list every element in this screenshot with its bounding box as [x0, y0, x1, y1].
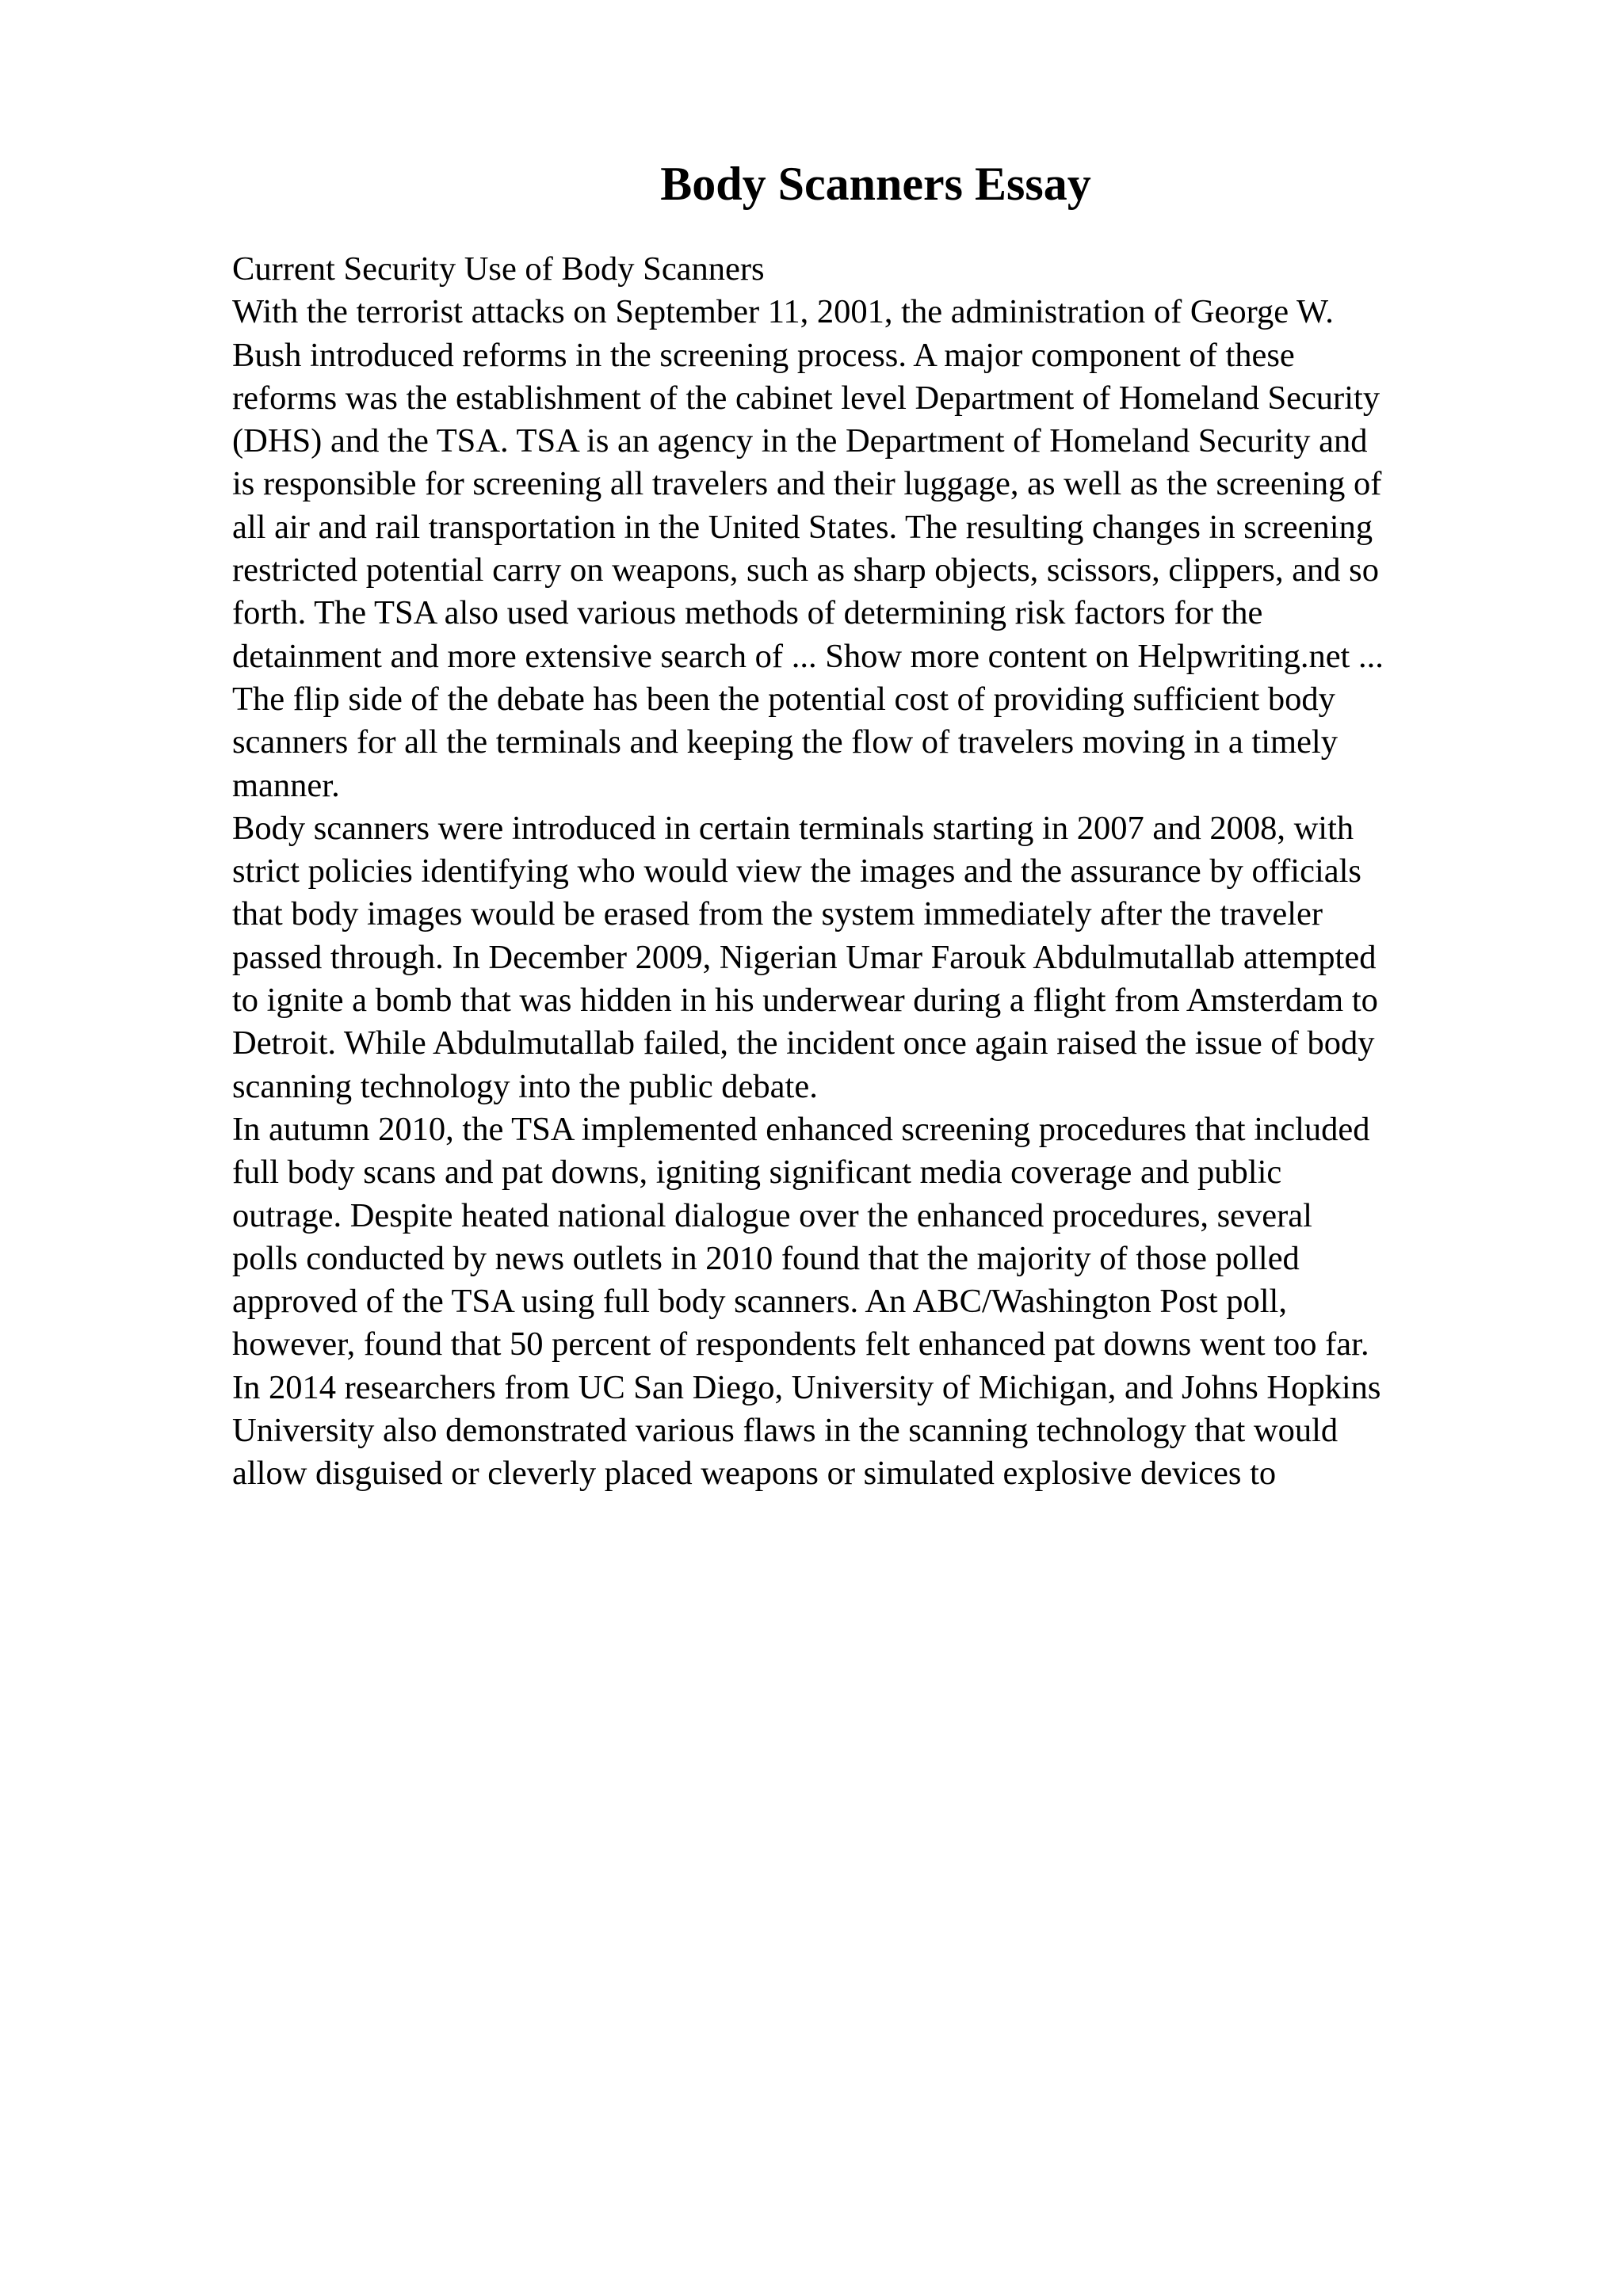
body-line: allow disguised or cleverly placed weapons or simulated explosive devices to: [232, 1455, 1277, 1493]
body-line: scanners for all the terminals and keeping the flow of travelers moving in a timely: [232, 723, 1338, 761]
body-line: all air and rail transportation in the United States. The resulting changes in screening: [232, 508, 1373, 546]
body-line: With the terrorist attacks on September 11, 2001, the administration of George W.: [232, 293, 1334, 331]
body-line: approved of the TSA using full body scanners. An ABC/Washington Post poll,: [232, 1283, 1287, 1321]
body-line: University also demonstrated various flaws in the scanning technology that would: [232, 1412, 1338, 1450]
body-line: is responsible for screening all travelers and their luggage, as well as the screening of: [232, 465, 1382, 503]
body-line: In 2014 researchers from UC San Diego, University of Michigan, and Johns Hopkins: [232, 1368, 1381, 1406]
body-line: restricted potential carry on weapons, such as sharp objects, scissors, clippers, and so: [232, 551, 1379, 589]
body-line: strict policies identifying who would view the images and the assurance by officials: [232, 852, 1361, 891]
body-line: passed through. In December 2009, Nigerian Umar Farouk Abdulmutallab attempted: [232, 938, 1377, 976]
body-line: scanning technology into the public debate.: [232, 1067, 818, 1105]
body-line: Detroit. While Abdulmutallab failed, the incident once again raised the issue of body: [232, 1024, 1375, 1062]
body-line: to ignite a bomb that was hidden in his underwear during a flight from Amsterdam to: [232, 982, 1378, 1020]
document-body: [232, 248, 1579, 1496]
body-line: forth. The TSA also used various methods of determining risk factors for the: [232, 594, 1263, 632]
body-line: The flip side of the debate has been the potential cost of providing sufficient body: [232, 680, 1335, 718]
body-line: full body scans and pat downs, igniting significant media coverage and public: [232, 1154, 1282, 1192]
body-line: (DHS) and the TSA. TSA is an agency in the Department of Homeland Security and: [232, 422, 1368, 460]
body-line: that body images would be erased from the system immediately after the traveler: [232, 895, 1323, 933]
body-line: detainment and more extensive search of ... Show more content on Helpwriting.net ...: [232, 637, 1384, 675]
body-line: Current Security Use of Body Scanners: [232, 250, 765, 288]
body-line: polls conducted by news outlets in 2010 found that the majority of those polled: [232, 1239, 1300, 1277]
document-title: Body Scanners Essay: [660, 158, 1091, 210]
body-line: In autumn 2010, the TSA implemented enhanced screening procedures that included: [232, 1110, 1370, 1148]
body-line: reforms was the establishment of the cabinet level Department of Homeland Security: [232, 379, 1381, 417]
body-line: manner.: [232, 766, 340, 804]
body-line: Bush introduced reforms in the screening process. A major component of these: [232, 336, 1295, 374]
body-line: however, found that 50 percent of respondents felt enhanced pat downs went too far.: [232, 1325, 1369, 1363]
body-line: outrage. Despite heated national dialogue over the enhanced procedures, several: [232, 1196, 1312, 1234]
body-line: Body scanners were introduced in certain terminals starting in 2007 and 2008, with: [232, 809, 1354, 847]
